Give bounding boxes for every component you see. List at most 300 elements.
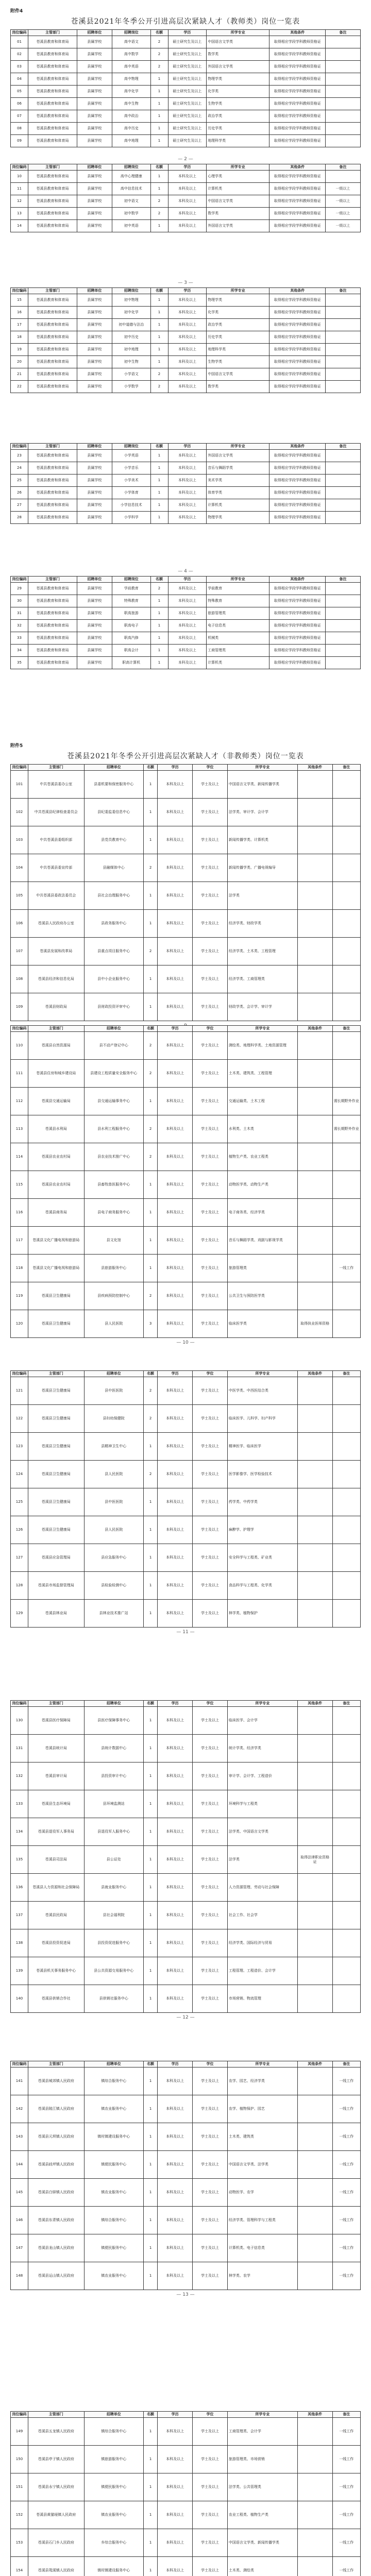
nonteacher-table — [10, 2411, 361, 2576]
table-cell: 苍溪县市场监督管理局 — [28, 1572, 84, 1600]
table-cell — [297, 2473, 332, 2501]
table-cell — [297, 1735, 332, 1762]
column-header: 招聘岗位 — [112, 444, 150, 450]
table-cell — [326, 123, 361, 135]
table-cell: 苍溪县卫生健康局 — [28, 1433, 84, 1461]
table-cell: 132 — [11, 1762, 28, 1790]
table-cell: 县环境监测站 — [84, 1790, 143, 1818]
table-cell: 本科及以上 — [158, 1874, 193, 1902]
table-cell: 取得相应学段学科教师资格证 — [269, 487, 326, 499]
table-cell: 取得相应学段学科教师资格证 — [269, 110, 326, 123]
table-cell: 食品科学与工程类、化学类 — [227, 1572, 297, 1600]
table-cell: 高中物理 — [112, 73, 150, 86]
table-cell: 137 — [11, 1902, 28, 1929]
teacher-table — [10, 164, 361, 232]
table-cell: 硕士研究生及以上 — [168, 61, 207, 73]
table-row — [11, 2557, 361, 2576]
table-cell: 学士及以上 — [193, 938, 228, 965]
table-cell: 生物学类 — [207, 356, 269, 368]
table-cell — [332, 1902, 360, 1929]
table-cell: 131 — [11, 1735, 28, 1762]
table-cell: 中国语言文学类 — [207, 195, 269, 208]
table-cell: 动物医学、农学 — [227, 2179, 297, 2207]
table-cell: 县属学校 — [77, 73, 112, 86]
table-row — [11, 1929, 361, 1957]
table-cell: 138 — [11, 1929, 28, 1957]
table-cell: 县人民医院 — [84, 1516, 143, 1544]
column-header: 学历 — [168, 30, 207, 36]
nonteacher-table — [10, 764, 361, 1021]
table-cell — [326, 583, 361, 595]
table-cell: 1 — [143, 2234, 157, 2262]
table-cell: 苍溪县供销合作社 — [28, 1985, 84, 2013]
table-cell: 植物生产类、农业工程类 — [227, 1143, 297, 1171]
table-cell: 1 — [143, 993, 157, 1021]
table-header-row — [11, 30, 361, 36]
column-header: 主管部门 — [28, 2412, 84, 2418]
table-cell — [326, 645, 361, 657]
table-cell: 149 — [11, 2418, 28, 2446]
table-cell: 学士及以上 — [193, 1600, 228, 1628]
table-cell: 镇农业服务中心 — [84, 2262, 143, 2290]
column-header: 招聘单位 — [77, 577, 112, 583]
table-cell — [326, 487, 361, 499]
table-cell: 苍溪县卫生健康局 — [28, 1405, 84, 1433]
table-cell — [332, 1516, 360, 1544]
column-header: 其他条件 — [297, 765, 332, 771]
table-cell: 107 — [11, 938, 28, 965]
table-row — [11, 344, 361, 356]
table-cell — [332, 1985, 360, 2013]
table-cell: 学士及以上 — [193, 1171, 228, 1199]
table-row — [11, 487, 361, 499]
table-cell: 本科及以上 — [158, 771, 193, 799]
table-row — [11, 2095, 361, 2123]
table-cell: 1 — [143, 2557, 157, 2576]
table-cell: 本科及以上 — [158, 854, 193, 882]
table-cell — [326, 356, 361, 368]
table-cell — [332, 1171, 360, 1199]
table-cell: 学士及以上 — [193, 771, 228, 799]
table-cell — [326, 73, 361, 86]
column-header: 名额 — [150, 164, 168, 171]
table-cell: 2 — [143, 1377, 157, 1405]
table-header-row — [11, 1701, 361, 1707]
table-cell: 法学类、审计学、会计学 — [227, 799, 297, 826]
table-cell: 取得相应学段学科教师资格证 — [269, 135, 326, 147]
table-cell — [326, 307, 361, 319]
table-cell: 1 — [150, 331, 168, 344]
table-cell: 学前教育 — [207, 583, 269, 595]
table-cell: 法学类 — [227, 882, 297, 910]
table-cell: 109 — [11, 993, 28, 1021]
table-cell: 旅游管理类 — [227, 1255, 297, 1282]
table-cell: 镇村镇建设服务中心 — [84, 2123, 143, 2151]
table-cell: 学士及以上 — [193, 1088, 228, 1115]
table-row — [11, 1488, 361, 1516]
table-cell: 本科及以上 — [158, 2234, 193, 2262]
table-cell: 工商管理类 — [207, 645, 269, 657]
table-cell: 苍溪县人力资源和社会保障局 — [28, 1874, 84, 1902]
table-cell: 高中地理 — [112, 135, 150, 147]
table-cell: 1 — [150, 294, 168, 307]
table-cell: 物理学类 — [207, 512, 269, 524]
table-cell: 1 — [143, 965, 157, 993]
teacher-table — [10, 443, 361, 524]
table-cell — [326, 36, 361, 48]
table-cell: 116 — [11, 1199, 28, 1227]
column-header: 所学专业 — [227, 1701, 297, 1707]
table-row — [11, 171, 361, 183]
column-header: 名额 — [150, 288, 168, 294]
table-cell — [332, 1818, 360, 1846]
table-cell: 心理学类 — [207, 171, 269, 183]
column-header: 备注 — [332, 765, 360, 771]
table-cell — [332, 1310, 360, 1338]
table-row — [11, 1818, 361, 1846]
table-cell: 145 — [11, 2179, 28, 2207]
table-cell: 苍溪县龙山镇人民政府 — [28, 2234, 84, 2262]
table-cell: 124 — [11, 1461, 28, 1488]
table-cell — [297, 1255, 332, 1282]
column-header: 招聘岗位 — [112, 30, 150, 36]
table-cell: 本科及以上 — [158, 1762, 193, 1790]
table-cell: 学士及以上 — [193, 2067, 228, 2095]
table-cell: 本科及以上 — [168, 512, 207, 524]
table-cell: 1 — [143, 2446, 157, 2473]
table-cell: 苍溪县教育和体育局 — [28, 381, 77, 393]
table-cell: 苍溪县卫生健康局 — [28, 1461, 84, 1488]
document-title: 苍溪县2021年冬季公开引进高层次紧缺人才（教师类）岗位一览表 — [71, 18, 300, 26]
table-cell: 苍溪县教育和体育局 — [28, 86, 77, 98]
table-cell — [297, 1985, 332, 2013]
column-header: 学位 — [193, 1371, 228, 1377]
table-cell — [297, 1282, 332, 1310]
column-header: 名额 — [143, 765, 157, 771]
column-header: 招聘单位 — [84, 1701, 143, 1707]
table-cell — [297, 1516, 332, 1544]
table-cell — [297, 2418, 332, 2446]
table-cell: 取得执业医师资格 — [297, 1310, 332, 1338]
column-header: 备注 — [332, 1701, 360, 1707]
table-cell: 本科及以上 — [168, 620, 207, 632]
column-header: 招聘岗位 — [112, 288, 150, 294]
table-cell: 学士及以上 — [193, 882, 228, 910]
table-cell: 苍溪县司法局 — [28, 1846, 84, 1874]
table-cell: 临床医学、儿科学、妇产科学 — [227, 1405, 297, 1433]
table-cell: 本科及以上 — [158, 882, 193, 910]
table-cell — [297, 1874, 332, 1902]
table-cell — [326, 171, 361, 183]
table-cell: 1 — [143, 2067, 157, 2095]
table-cell: 镇便民服务中心 — [84, 2151, 143, 2179]
table-cell: 1 — [143, 1572, 157, 1600]
column-header: 备注 — [332, 1371, 360, 1377]
table-cell: 学士及以上 — [193, 2529, 228, 2557]
table-row — [11, 1032, 361, 1060]
table-cell: 学前教育 — [112, 583, 150, 595]
table-cell: 县退役军人服务中心 — [84, 1818, 143, 1846]
table-cell: 苍溪县文化广播电视和旅游局 — [28, 1255, 84, 1282]
table-cell: 18 — [11, 331, 28, 344]
table-cell: 化学类 — [207, 307, 269, 319]
table-row — [11, 123, 361, 135]
table-cell: 需长期野外作业 — [332, 1088, 360, 1115]
table-cell: 本科及以上 — [168, 356, 207, 368]
table-cell: 新闻传播学类、广播电视编导 — [227, 854, 297, 882]
column-header: 岗位编码 — [11, 30, 28, 36]
table-cell: 苍溪县卫生健康局 — [28, 1516, 84, 1544]
table-row — [11, 1544, 361, 1572]
table-cell: 本科及以上 — [168, 307, 207, 319]
table-cell: 19 — [11, 344, 28, 356]
table-cell: 苍溪县歧坪镇人民政府 — [28, 2151, 84, 2179]
table-cell: 苍溪县石门乡人民政府 — [28, 2529, 84, 2557]
table-cell: 1 — [143, 2179, 157, 2207]
table-cell: 学士及以上 — [193, 1735, 228, 1762]
table-cell: 高中语文 — [112, 36, 150, 48]
table-cell: 苍溪县教育和体育局 — [28, 487, 77, 499]
table-cell: 苍溪县教育和体育局 — [28, 462, 77, 474]
table-cell: 县属学校 — [77, 171, 112, 183]
table-cell: 1 — [143, 2123, 157, 2151]
table-cell: 153 — [11, 2529, 28, 2557]
table-cell: 123 — [11, 1433, 28, 1461]
table-cell: 学士及以上 — [193, 910, 228, 938]
table-cell — [297, 2123, 332, 2151]
table-cell: 学士及以上 — [193, 965, 228, 993]
table-cell: 苍溪县生态环境局 — [28, 1790, 84, 1818]
table-cell — [297, 2151, 332, 2179]
table-cell: 小学科学 — [112, 512, 150, 524]
table-cell: 苍溪县教育和体育局 — [28, 61, 77, 73]
table-cell: 小学美术 — [112, 474, 150, 487]
table-cell: 苍溪县农业农村局 — [28, 1143, 84, 1171]
table-row — [11, 98, 361, 110]
column-header: 所学专业 — [227, 2061, 297, 2067]
table-cell: 本科及以上 — [158, 1572, 193, 1600]
table-cell: 苍溪县自然资源局 — [28, 1032, 84, 1060]
table-cell: 06 — [11, 98, 28, 110]
table-cell — [297, 2262, 332, 2290]
table-cell — [297, 1199, 332, 1227]
table-cell: 取得相应学段学科教师资格证 — [269, 344, 326, 356]
table-cell: 县属学校 — [77, 36, 112, 48]
table-cell: 学士及以上 — [193, 1818, 228, 1846]
table-cell: 30 — [11, 595, 28, 607]
table-cell: 高中心理健康 — [112, 171, 150, 183]
table-cell: 高中英语 — [112, 61, 150, 73]
table-cell: 县统计数据中心 — [84, 1735, 143, 1762]
table-header-row — [11, 2412, 361, 2418]
table-cell: 学士及以上 — [193, 1032, 228, 1060]
table-cell: 苍溪县卫生健康局 — [28, 1310, 84, 1338]
table-cell: 129 — [11, 1600, 28, 1628]
table-cell: 土木类、建筑类、工程管理 — [227, 1060, 297, 1088]
column-header: 主管部门 — [28, 2061, 84, 2067]
table-cell: 镇村镇建设服务中心 — [84, 2557, 143, 2576]
table-cell: 学士及以上 — [193, 1902, 228, 1929]
table-row — [11, 2501, 361, 2529]
table-cell: 1 — [143, 1199, 157, 1227]
table-cell: 县属学校 — [77, 344, 112, 356]
table-cell: 学士及以上 — [193, 1572, 228, 1600]
table-cell: 本科及以上 — [168, 183, 207, 195]
table-cell: 中国语言文学类 — [207, 36, 269, 48]
table-cell: 计算机类 — [207, 499, 269, 512]
table-cell: 硕士研究生及以上 — [168, 36, 207, 48]
table-cell: 1 — [143, 826, 157, 854]
table-cell: 中共苍溪县纪律检查委员会 — [28, 799, 84, 826]
table-cell: 县属学校 — [77, 462, 112, 474]
column-header: 主管部门 — [28, 577, 77, 583]
table-cell: 苍溪县五龙镇人民政府 — [28, 2418, 84, 2446]
table-cell — [326, 344, 361, 356]
table-cell: 1 — [150, 220, 168, 232]
page-number: — 4 — — [178, 569, 193, 574]
document-title: 苍溪县2021年冬季公开引进高层次紧缺人才（非教师类）岗位一览表 — [67, 752, 304, 760]
page-number: — 11 — — [176, 1630, 195, 1635]
table-cell: 学士及以上 — [193, 1255, 228, 1282]
table-row — [11, 1255, 361, 1282]
table-cell: 143 — [11, 2123, 28, 2151]
table-cell — [297, 1377, 332, 1405]
table-cell: 县融媒体中心 — [84, 854, 143, 882]
column-header: 招聘岗位 — [112, 164, 150, 171]
table-row — [11, 645, 361, 657]
table-cell: 2 — [143, 1060, 157, 1088]
table-row — [11, 73, 361, 86]
table-cell — [332, 1790, 360, 1818]
table-row — [11, 2529, 361, 2557]
table-cell — [332, 1433, 360, 1461]
table-cell: 法学类、公共管理类 — [227, 2473, 297, 2501]
table-cell: 苍溪县教育和体育局 — [28, 499, 77, 512]
table-row — [11, 2234, 361, 2262]
table-row — [11, 294, 361, 307]
table-cell — [332, 1461, 360, 1488]
table-cell: 1 — [143, 2207, 157, 2234]
table-row — [11, 450, 361, 462]
table-cell — [297, 1790, 332, 1818]
nonteacher-sheet-5 — [10, 2061, 361, 2299]
column-header: 名额 — [150, 30, 168, 36]
table-cell: 2 — [143, 1461, 157, 1488]
table-cell: 125 — [11, 1488, 28, 1516]
table-cell: 10 — [11, 171, 28, 183]
column-header: 备注 — [326, 164, 361, 171]
table-cell: 学士及以上 — [193, 854, 228, 882]
table-cell: 1 — [150, 450, 168, 462]
table-cell — [326, 657, 361, 669]
table-cell: 本科及以上 — [158, 1957, 193, 1985]
table-cell: 学士及以上 — [193, 1707, 228, 1735]
teacher-table — [10, 29, 361, 147]
table-row — [11, 1461, 361, 1488]
table-cell: 苍溪县教育和体育局 — [28, 208, 77, 220]
table-cell: 1 — [143, 1433, 157, 1461]
table-cell: 公共卫生与预防医学类 — [227, 1282, 297, 1310]
table-cell: 数学类 — [207, 48, 269, 61]
table-cell: 苍溪县教育和体育局 — [28, 183, 77, 195]
table-cell: 本科及以上 — [168, 171, 207, 183]
table-cell: 本科及以上 — [158, 1461, 193, 1488]
column-header: 岗位编码 — [11, 2412, 28, 2418]
table-cell: 112 — [11, 1088, 28, 1115]
table-cell: 1 — [150, 657, 168, 669]
table-cell: 101 — [11, 771, 28, 799]
column-header: 名额 — [143, 1701, 157, 1707]
table-cell: 苍溪县教育和体育局 — [28, 368, 77, 381]
column-header: 备注 — [332, 1026, 360, 1032]
table-header-row — [11, 288, 361, 294]
table-cell: 取得相应学段学科教师资格证 — [269, 86, 326, 98]
table-cell: 一线工作 — [332, 2234, 360, 2262]
table-cell: 物理学类 — [207, 294, 269, 307]
table-cell: 县属学校 — [77, 657, 112, 669]
table-cell — [326, 319, 361, 331]
column-header: 所学专业 — [227, 1371, 297, 1377]
table-row — [11, 36, 361, 48]
table-cell: 取得相应学段学科教师资格证 — [269, 645, 326, 657]
table-cell: 测绘类、地理科学类、土地资源管理 — [227, 1032, 297, 1060]
table-row — [11, 110, 361, 123]
table-cell: 本科及以上 — [168, 487, 207, 499]
table-cell: 本科及以上 — [168, 632, 207, 645]
table-cell: 本科及以上 — [158, 2067, 193, 2095]
table-header-row — [11, 164, 361, 171]
table-cell: 135 — [11, 1846, 28, 1874]
table-cell: 取得相应学段学科教师资格证 — [269, 61, 326, 73]
table-cell: 1 — [143, 2418, 157, 2446]
table-cell: 县财政投资评审中心 — [84, 993, 143, 1021]
table-cell: 苍溪县教育和体育局 — [28, 98, 77, 110]
table-cell: 1 — [150, 632, 168, 645]
table-cell: 1 — [150, 607, 168, 620]
table-cell: 11 — [11, 183, 28, 195]
table-cell — [332, 1929, 360, 1957]
table-cell — [332, 771, 360, 799]
table-cell: 31 — [11, 607, 28, 620]
table-cell: 职高旅游 — [112, 607, 150, 620]
table-cell: 本科及以上 — [158, 993, 193, 1021]
column-header: 主管部门 — [28, 288, 77, 294]
table-cell: 1 — [143, 1488, 157, 1516]
table-row — [11, 1985, 361, 2013]
table-cell — [332, 1405, 360, 1433]
table-cell: 本科及以上 — [168, 381, 207, 393]
table-cell: 学士及以上 — [193, 2473, 228, 2501]
table-cell: 102 — [11, 799, 28, 826]
table-cell: 镇综合服务中心 — [84, 2207, 143, 2234]
table-cell: 经济学类、土木类、工程管理 — [227, 938, 297, 965]
table-cell: 13 — [11, 208, 28, 220]
table-cell: 特殊教育 — [207, 595, 269, 607]
table-cell: 县林业技术推广站 — [84, 1600, 143, 1628]
table-cell: 农学、园艺、经济学类 — [227, 2067, 297, 2095]
table-cell: 1 — [143, 1985, 157, 2013]
table-cell: 取得相应学段学科教师资格证 — [269, 356, 326, 368]
table-cell: 152 — [11, 2501, 28, 2529]
table-cell: 本科及以上 — [158, 2179, 193, 2207]
table-cell: 中共苍溪县委政法委员会 — [28, 882, 84, 910]
table-cell: 147 — [11, 2234, 28, 2262]
table-cell: 一线工作 — [332, 2067, 360, 2095]
column-header: 其他条件 — [297, 2412, 332, 2418]
table-cell: 苍溪县卫生健康局 — [28, 1488, 84, 1516]
table-row — [11, 632, 361, 645]
column-header: 所学专业 — [207, 288, 269, 294]
